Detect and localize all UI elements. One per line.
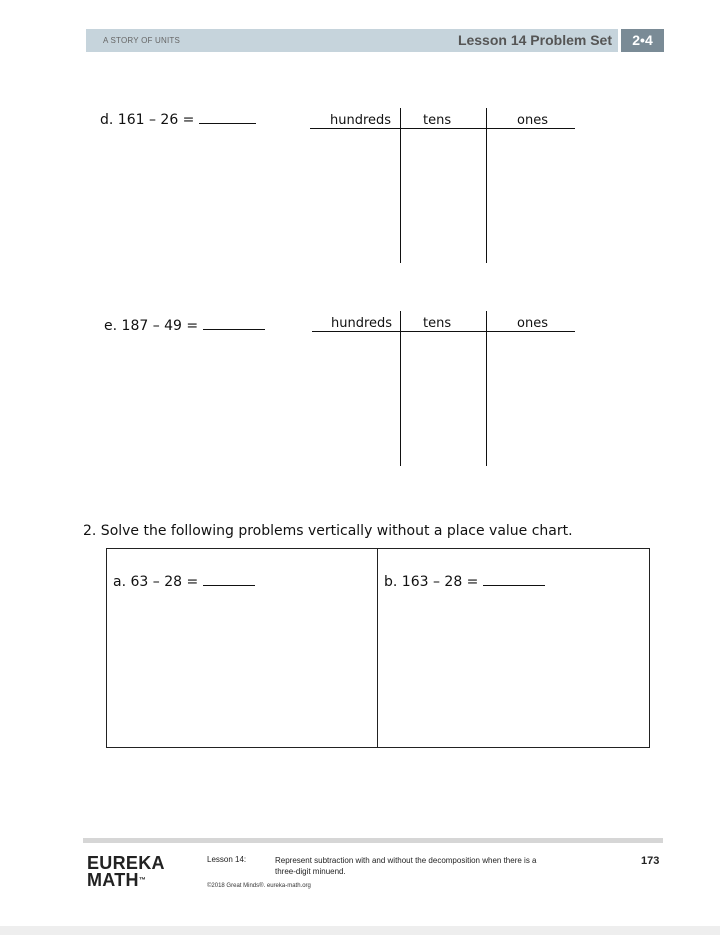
answer-blank-2b[interactable] [483,573,545,586]
chart-header-line [312,331,575,332]
problem-e-label: e. [104,318,118,334]
column-ones: ones [517,113,548,128]
work-box-divider [377,549,378,747]
column-hundreds: hundreds [331,316,393,331]
footer-rule [83,838,663,843]
footer-lesson-description: Represent subtraction with and without the decomposition when there is a three-digit minuend. [275,856,537,876]
question-2-instruction: 2. Solve the following problems vertically without a place value chart. [83,523,573,539]
problem-2a-expression: 63 – 28 = [130,574,199,590]
problem-2b-label: b. [384,574,398,590]
answer-blank-2a[interactable] [203,573,255,586]
work-box [106,548,650,748]
chart-header-line [310,128,575,129]
problem-d [100,111,256,128]
column-tens: tens [423,316,452,331]
page-number: 173 [641,855,660,867]
problem-e-expression: 187 – 49 = [121,318,199,334]
place-value-chart-e [312,311,575,466]
problem-2b [384,573,545,590]
column-hundreds: hundreds [330,113,392,128]
problem-2a-label: a. [113,574,127,590]
logo-line-1: EUREKA [87,853,165,873]
problem-2a [113,573,255,590]
chart-divider [400,311,401,466]
header-bar [86,29,618,52]
module-badge: 2•4 [621,29,664,52]
footer-copyright: ©2018 Great Minds®. eureka-math.org [207,883,311,889]
series-title: A STORY OF UNITS [103,36,180,45]
lesson-title: Lesson 14 Problem Set [457,32,612,48]
problem-d-expression: 161 – 26 = [117,112,195,128]
page-bottom-edge [0,926,720,935]
problem-d-label: d. [100,112,114,128]
problem-2b-expression: 163 – 28 = [401,574,479,590]
logo-line-2: MATH™ [87,870,147,890]
footer-lesson-label: Lesson 14: [207,855,247,864]
answer-blank-d[interactable] [199,111,256,124]
column-tens: tens [423,113,452,128]
problem-e [104,317,265,334]
chart-divider [486,108,487,263]
place-value-chart-d [310,108,575,263]
column-ones: ones [517,316,548,331]
eureka-math-logo [87,855,165,889]
chart-divider [400,108,401,263]
chart-divider [486,311,487,466]
answer-blank-e[interactable] [203,317,265,330]
